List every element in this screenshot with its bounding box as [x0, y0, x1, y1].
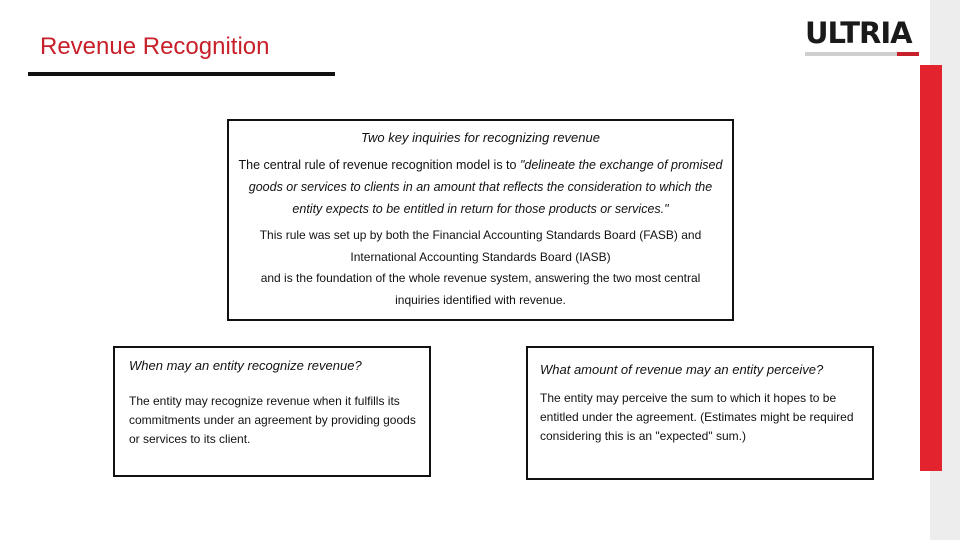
- right-box: [526, 346, 874, 480]
- logo-text: ULTRIA: [805, 16, 912, 50]
- right-box-question: What amount of revenue may an entity perceive?: [540, 362, 824, 377]
- body-line-1: This rule was set up by both the Financial Accounting Standards Board (FASB) and International Accounting Standards Board (IASB): [259, 228, 702, 264]
- slide-title: Revenue Recognition: [40, 33, 270, 60]
- left-box-question: When may an entity recognize revenue?: [129, 358, 362, 373]
- title-underline: [28, 72, 335, 76]
- right-box-answer: The entity may perceive the sum to which it hopes to be entitled under the agreement. (Estimates might be required considering this is an "expected" sum.): [540, 391, 854, 443]
- logo-grey-bar: [805, 52, 897, 56]
- accent-bar: [920, 65, 942, 471]
- main-box: [227, 119, 734, 321]
- main-box-body: [237, 225, 724, 311]
- logo-red-bar: [897, 52, 919, 56]
- main-box-quote: [237, 154, 724, 220]
- main-box-heading: Two key inquiries for recognizing revenue: [361, 130, 600, 145]
- ultria-logo: [805, 16, 917, 56]
- left-box-answer: The entity may recognize revenue when it fulfills its commitments under an agreement by providing goods or services to its client.: [129, 394, 416, 446]
- quote-text: "delineate the exchange of promised goods or services to clients in an amount that reflects the consideration to which the entity expects to be entitled in return for those products or services.": [248, 158, 723, 216]
- left-box: [113, 346, 431, 477]
- quote-lead: The central rule of revenue recognition model is to: [238, 158, 520, 172]
- body-line-2: and is the foundation of the whole revenue system, answering the two most central inquiries identified with revenue.: [260, 271, 701, 307]
